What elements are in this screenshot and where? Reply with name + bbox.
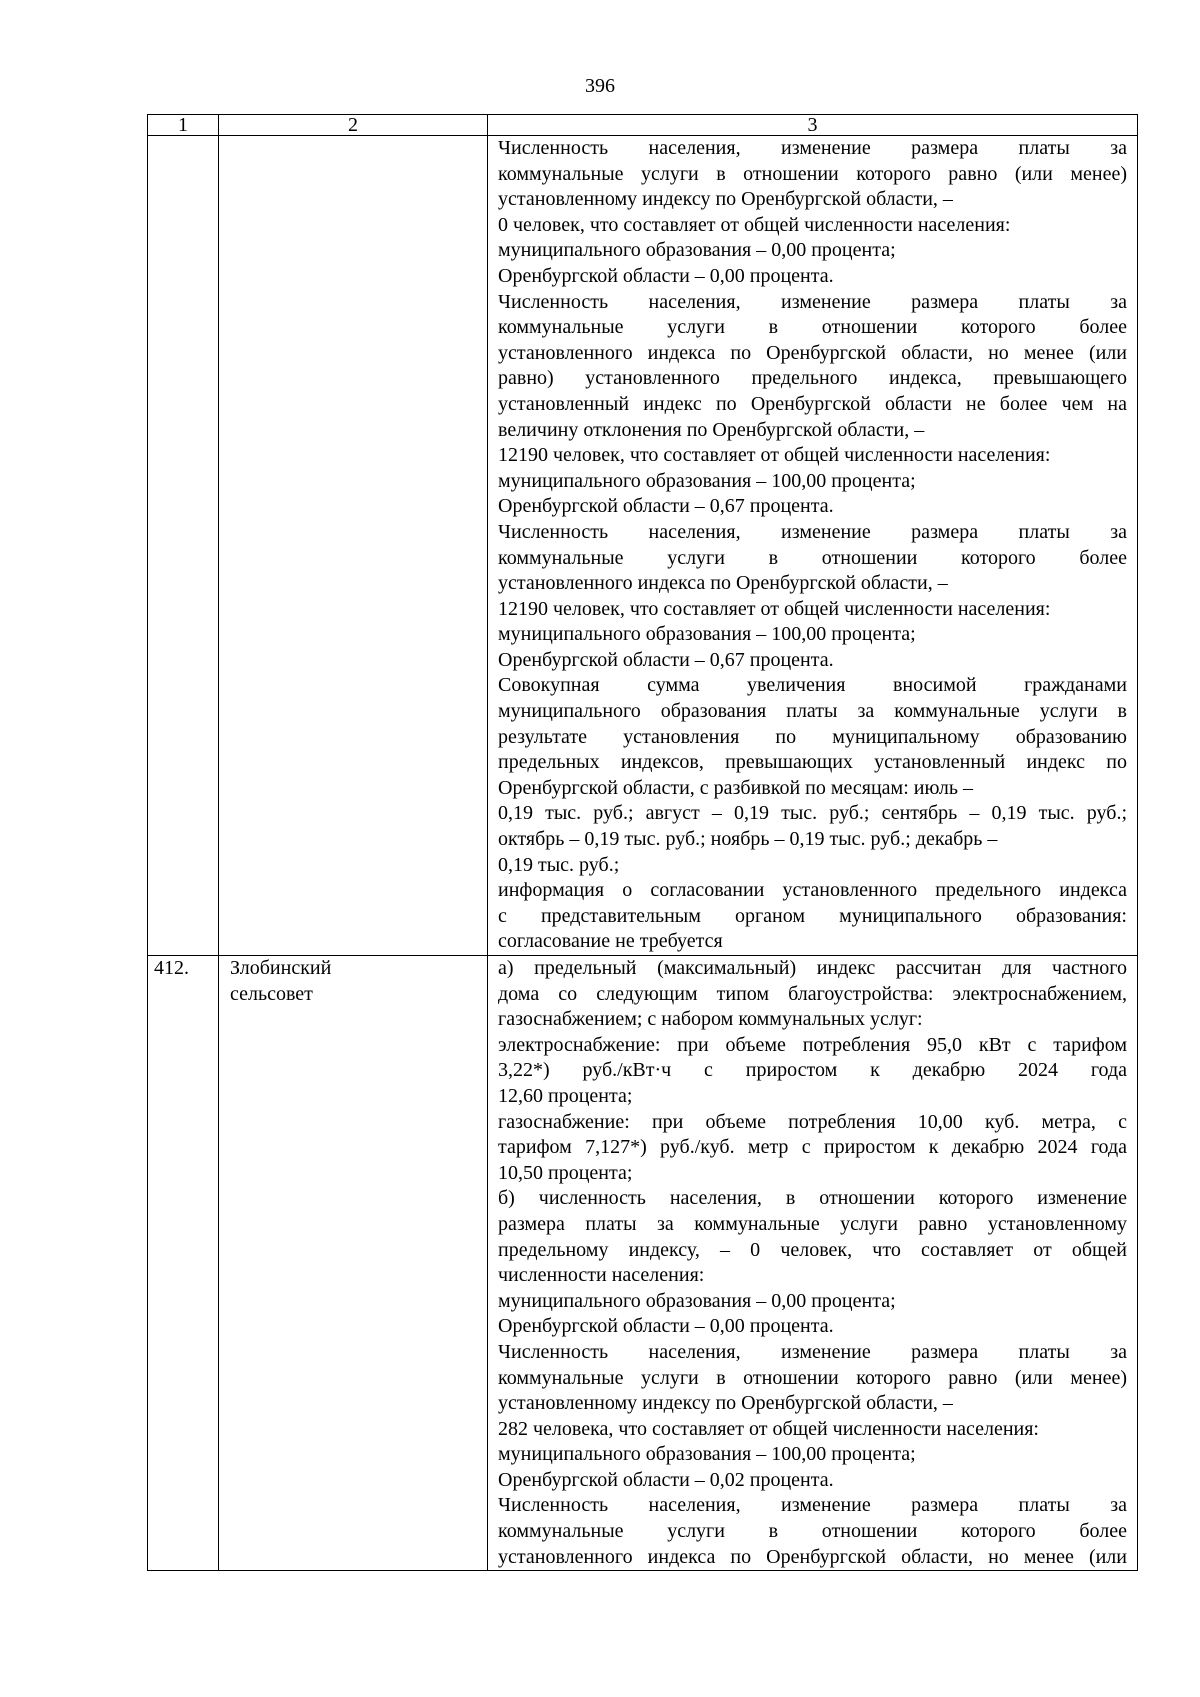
text-line: муниципального образования – 100,00 процента;	[498, 1443, 916, 1466]
text-line: Оренбургской области, с разбивкой по месяцам: июль –	[498, 776, 974, 799]
text-line: Численность населения, изменение размера платы за	[498, 1494, 1127, 1517]
text-line: с представительным органом муниципального образования:	[498, 904, 1127, 927]
text-line: Оренбургской области – 0,02 процента.	[498, 1468, 834, 1491]
row-name-cell	[219, 956, 488, 1571]
row-content-cell	[488, 956, 1138, 1571]
text-line: 12190 человек, что составляет от общей численности населения:	[498, 444, 1051, 467]
text-line: 12,60 процента;	[498, 1084, 633, 1107]
text-line: равно) установленного предельного индекса, превышающего	[498, 367, 1127, 390]
text-line: предельных индексов, превышающих установленный индекс по	[498, 751, 1127, 774]
text-line: Численность населения, изменение размера платы за	[498, 290, 1127, 313]
municipality-name-line: Злобинский	[230, 957, 332, 979]
text-line: 282 человека, что составляет от общей численности населения:	[498, 1417, 1039, 1440]
text-line: дома со следующим типом благоустройства: электроснабжением,	[498, 982, 1127, 1005]
text-line: тарифом 7,127*) руб./куб. метр с приростом к декабрю 2024 года	[498, 1136, 1127, 1159]
municipality-name-line: сельсовет	[230, 982, 313, 1005]
text-line: муниципального образования – 0,00 процента;	[498, 239, 896, 262]
text-line: величину отклонения по Оренбургской области, –	[498, 418, 925, 441]
text-line: коммунальные услуги в отношении которого равно (или менее)	[498, 1366, 1127, 1389]
text-line: коммунальные услуги в отношении которого более	[498, 316, 1127, 339]
text-line: б) численность населения, в отношении которого изменение	[498, 1187, 1127, 1210]
text-line: результате установления по муниципальному образованию	[498, 725, 1127, 748]
text-line: муниципального образования – 100,00 процента;	[498, 469, 916, 492]
text-line: 0,19 тыс. руб.; август – 0,19 тыс. руб.; сентябрь – 0,19 тыс. руб.;	[498, 802, 1127, 825]
header-col-2: 2	[219, 115, 488, 136]
text-line: а) предельный (максимальный) индекс рассчитан для частного	[498, 957, 1127, 979]
text-line: Численность населения, изменение размера платы за	[498, 137, 1127, 159]
row-content-cell	[488, 136, 1138, 956]
text-line: установленный индекс по Оренбургской области не более чем на	[498, 392, 1127, 415]
text-line: 0,19 тыс. руб.;	[498, 853, 620, 876]
text-line: 0 человек, что составляет от общей численности населения:	[498, 213, 1011, 236]
text-line: Оренбургской области – 0,67 процента.	[498, 648, 834, 671]
table-header-row	[148, 115, 1138, 136]
text-line: установленному индексу по Оренбургской области, –	[498, 1392, 953, 1415]
text-line: Оренбургской области – 0,00 процента.	[498, 1315, 834, 1338]
text-line: предельному индексу, – 0 человек, что составляет от общей	[498, 1238, 1127, 1261]
text-line: согласование не требуется	[498, 930, 723, 953]
continuation-text	[498, 136, 1127, 955]
text-line: Численность населения, изменение размера платы за	[498, 520, 1127, 543]
page-number: 396	[585, 75, 615, 97]
text-line: численности населения:	[498, 1264, 705, 1287]
data-table	[147, 114, 1138, 1571]
text-line: муниципального образования платы за коммунальные услуги в	[498, 700, 1127, 723]
text-line: коммунальные услуги в отношении которого более	[498, 1520, 1127, 1543]
text-line: установленного индекса по Оренбургской области, –	[498, 572, 948, 595]
header-col-3: 3	[488, 115, 1138, 136]
text-line: октябрь – 0,19 тыс. руб.; ноябрь – 0,19 тыс. руб.; декабрь –	[498, 828, 998, 851]
text-line: Численность населения, изменение размера платы за	[498, 1340, 1127, 1363]
text-line: газоснабжением; с набором коммунальных услуг:	[498, 1008, 923, 1031]
text-line: установленному индексу по Оренбургской области, –	[498, 188, 953, 211]
row-name-cell	[219, 136, 488, 956]
entry-text	[498, 956, 1127, 1570]
text-line: Совокупная сумма увеличения вносимой гражданами	[498, 674, 1127, 697]
text-line: муниципального образования – 100,00 процента;	[498, 623, 916, 646]
text-line: размера платы за коммунальные услуги равно установленному	[498, 1212, 1127, 1235]
text-line: Оренбургской области – 0,00 процента.	[498, 264, 834, 287]
row-number-cell: 412.	[148, 956, 219, 1571]
row-number-cell	[148, 136, 219, 956]
text-line: газоснабжение: при объеме потребления 10,00 куб. метра, с	[498, 1110, 1127, 1133]
text-line: коммунальные услуги в отношении которого более	[498, 546, 1127, 569]
text-line: коммунальные услуги в отношении которого равно (или менее)	[498, 162, 1127, 185]
table-row-continuation	[148, 136, 1138, 956]
header-col-1: 1	[148, 115, 219, 136]
text-line: установленного индекса по Оренбургской области, но менее (или	[498, 1545, 1127, 1568]
text-line: 12190 человек, что составляет от общей численности населения:	[498, 597, 1051, 620]
text-line: установленного индекса по Оренбургской области, но менее (или	[498, 341, 1127, 364]
text-line: информация о согласовании установленного предельного индекса	[498, 879, 1127, 902]
text-line: 10,50 процента;	[498, 1161, 633, 1184]
text-line: электроснабжение: при объеме потребления 95,0 кВт с тарифом	[498, 1033, 1127, 1056]
text-line: Оренбургской области – 0,67 процента.	[498, 495, 834, 518]
text-line: муниципального образования – 0,00 процента;	[498, 1289, 896, 1312]
table-row-412	[148, 956, 1138, 1571]
text-line: 3,22*) руб./кВт·ч с приростом к декабрю 2024 года	[498, 1059, 1127, 1082]
